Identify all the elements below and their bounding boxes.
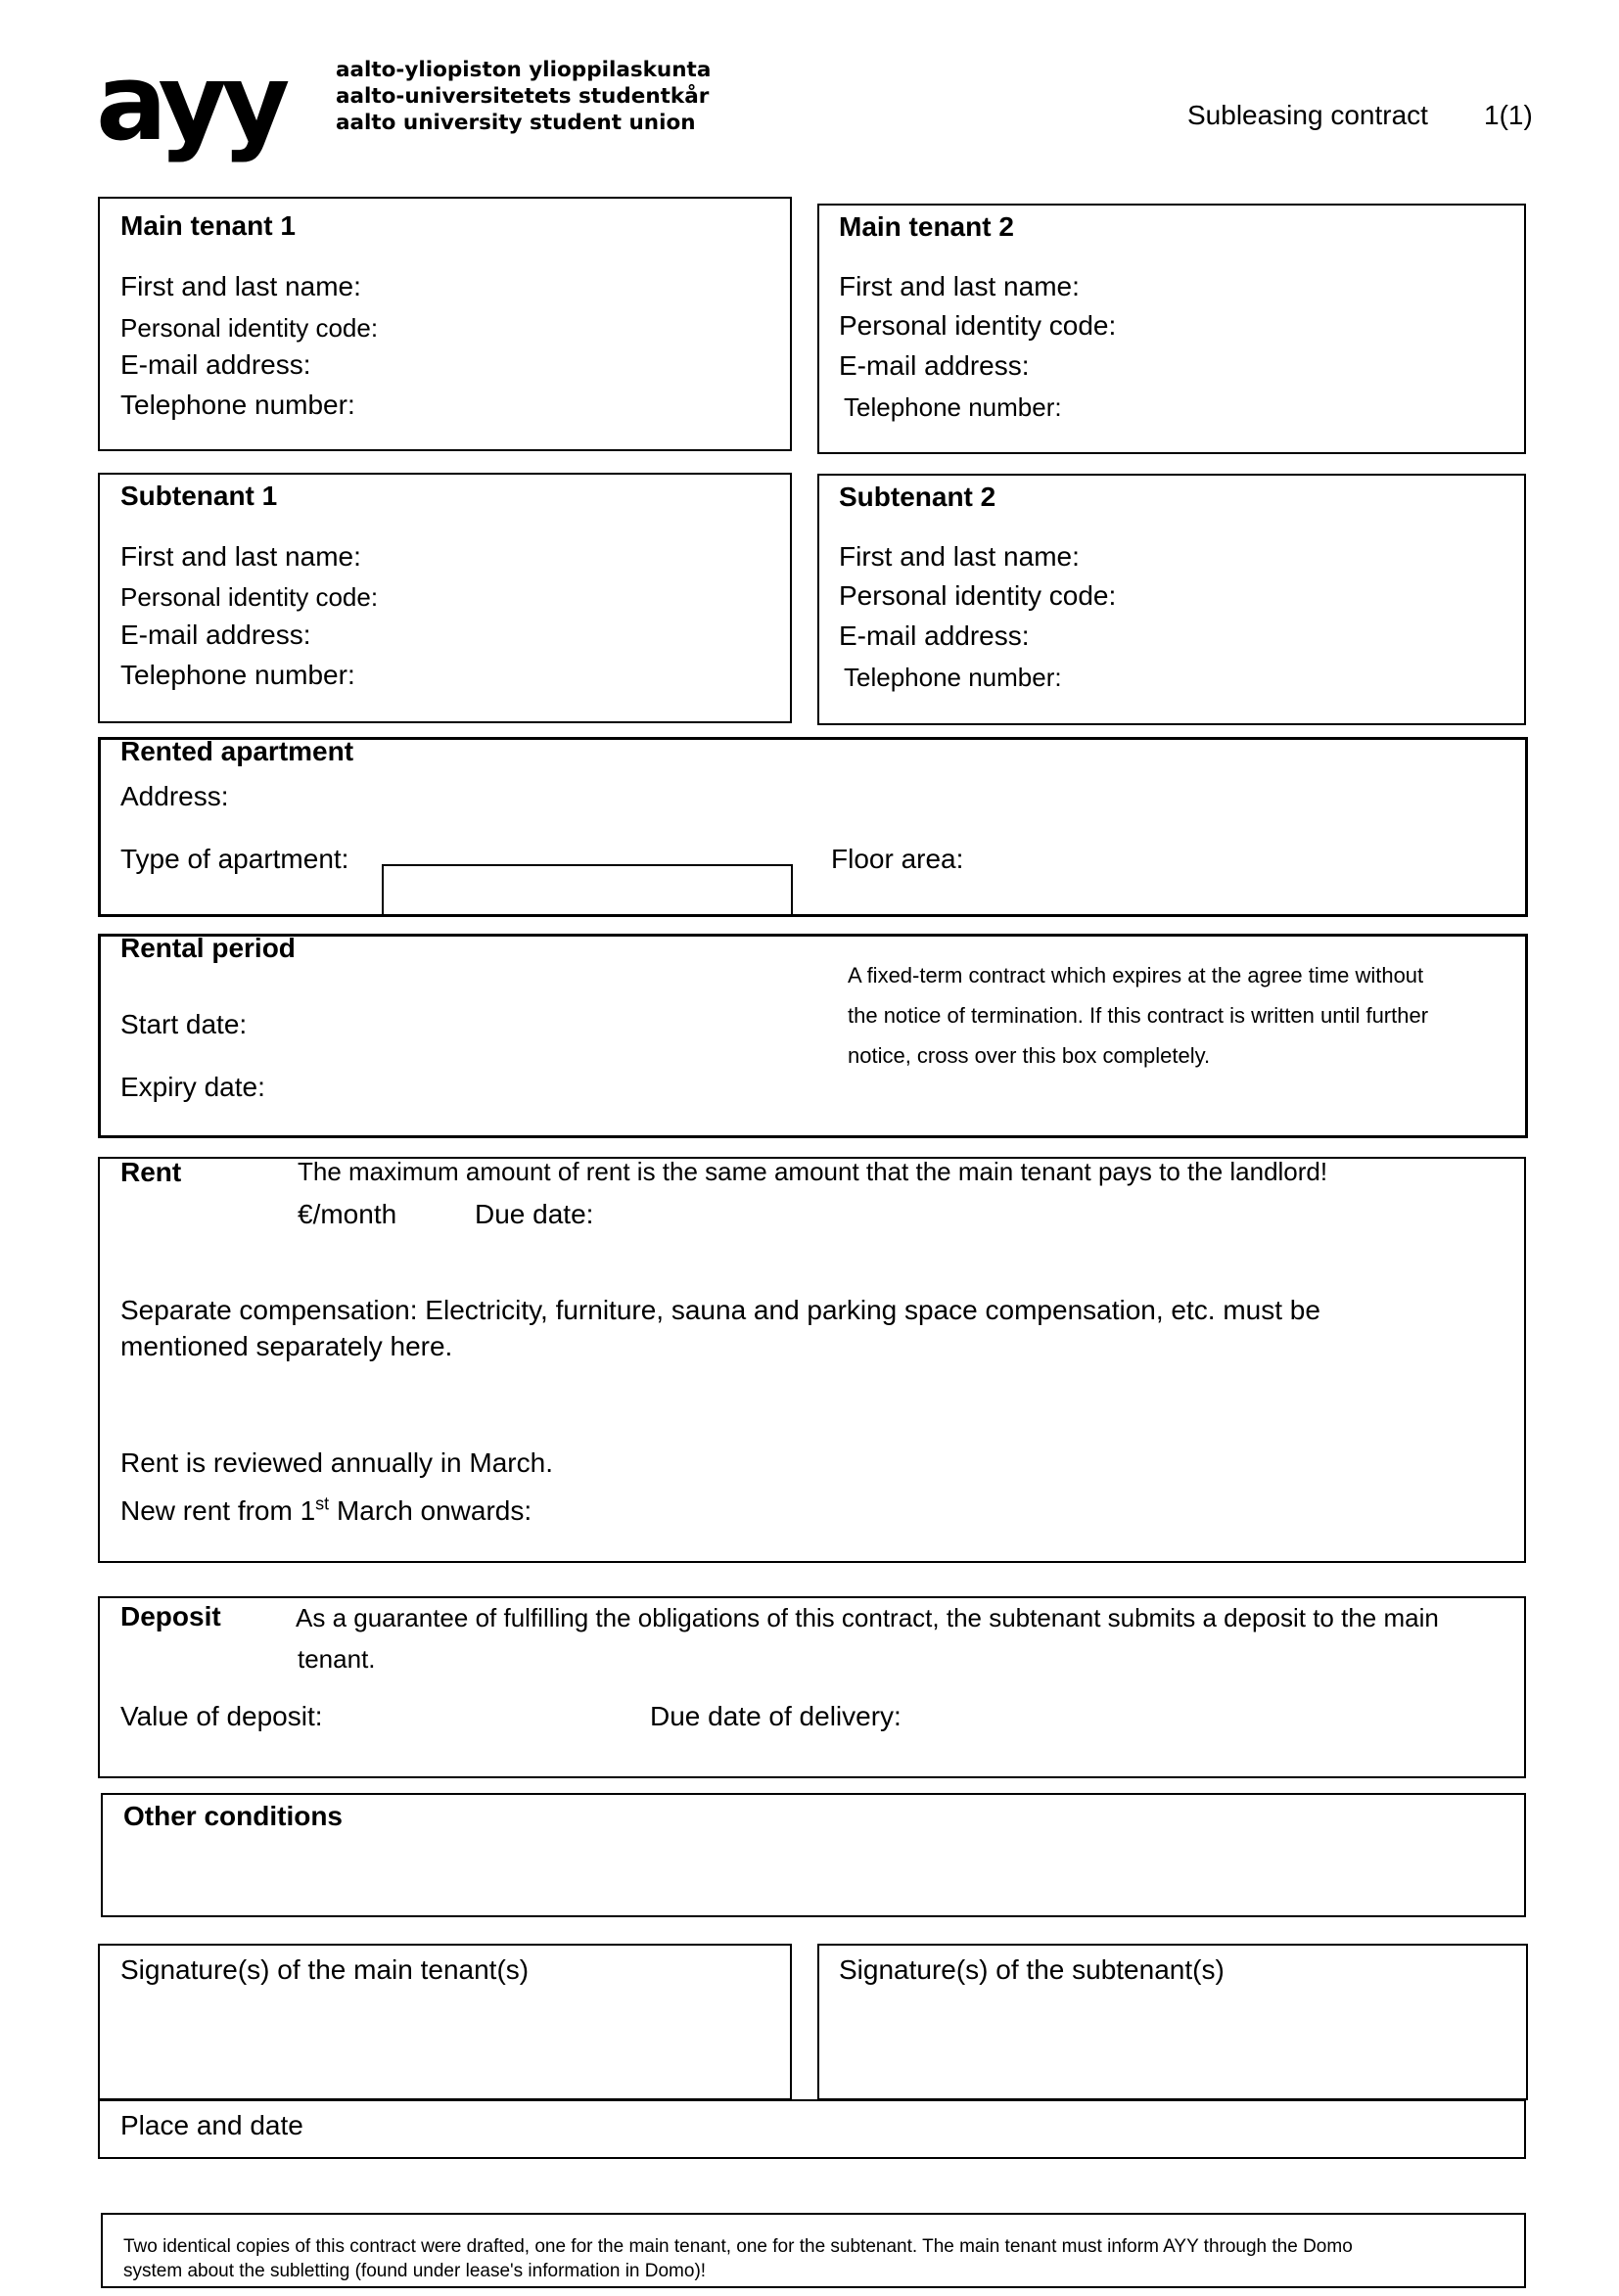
rent-due-date-label[interactable]: Due date: bbox=[475, 1199, 594, 1229]
separate-compensation-line-2: mentioned separately here. bbox=[120, 1331, 453, 1361]
separate-compensation-line-1: Separate compensation: Electricity, furniture, sauna and parking space compensation, etc. must be bbox=[120, 1295, 1320, 1325]
main-tenant-1-title: Main tenant 1 bbox=[120, 210, 296, 241]
main-tenant-2-name-label[interactable]: First and last name: bbox=[839, 271, 1080, 301]
subtenant-2-name-label[interactable]: First and last name: bbox=[839, 541, 1080, 572]
expiry-date-label[interactable]: Expiry date: bbox=[120, 1072, 265, 1102]
org-name-block bbox=[336, 57, 711, 136]
main-tenant-1-name-label[interactable]: First and last name: bbox=[120, 271, 361, 301]
apartment-type-label: Type of apartment: bbox=[120, 844, 349, 874]
subtenant-2-email-label[interactable]: E-mail address: bbox=[839, 620, 1030, 651]
subtenant-1-title: Subtenant 1 bbox=[120, 481, 278, 511]
rent-per-month-label[interactable]: €/month bbox=[298, 1199, 397, 1229]
place-and-date-label: Place and date bbox=[120, 2110, 303, 2140]
subtenant-2-phone-label[interactable]: Telephone number: bbox=[844, 663, 1062, 692]
org-name-sv: aalto-universitetets studentkår bbox=[336, 84, 710, 109]
subtenant-1-phone-label[interactable]: Telephone number: bbox=[120, 660, 355, 690]
main-tenant-2-title: Main tenant 2 bbox=[839, 211, 1014, 242]
fixed-term-note-line-2: the notice of termination. If this contract is written until further bbox=[848, 1003, 1429, 1028]
main-tenant-1-id-label[interactable]: Personal identity code: bbox=[120, 313, 379, 343]
main-tenant-1-phone-label[interactable]: Telephone number: bbox=[120, 390, 355, 420]
subtenant-signature-label: Signature(s) of the subtenant(s) bbox=[839, 1954, 1225, 1985]
footer-note-line-2: system about the subletting (found under lease's information in Domo)! bbox=[123, 2261, 707, 2281]
new-rent-label[interactable]: New rent from 1st March onwards: bbox=[120, 1493, 532, 1526]
deposit-note-line-2: tenant. bbox=[298, 1644, 376, 1674]
subtenant-1-email-label[interactable]: E-mail address: bbox=[120, 620, 311, 650]
subtenant-1-name-label[interactable]: First and last name: bbox=[120, 541, 361, 572]
main-tenant-1-email-label[interactable]: E-mail address: bbox=[120, 349, 311, 380]
main-tenant-2-email-label[interactable]: E-mail address: bbox=[839, 350, 1030, 381]
start-date-label[interactable]: Start date: bbox=[120, 1009, 248, 1039]
apartment-type-field[interactable] bbox=[382, 864, 793, 916]
rented-apartment-title: Rented apartment bbox=[120, 736, 354, 766]
address-label[interactable]: Address: bbox=[120, 781, 229, 811]
org-name-fi: aalto-yliopiston ylioppilaskunta bbox=[336, 58, 712, 82]
rent-max-note: The maximum amount of rent is the same amount that the main tenant pays to the landlord! bbox=[298, 1157, 1328, 1186]
subtenant-2-id-label[interactable]: Personal identity code: bbox=[839, 580, 1117, 611]
floor-area-label[interactable]: Floor area: bbox=[831, 844, 964, 874]
rental-period-title: Rental period bbox=[120, 933, 296, 963]
document-title: Subleasing contract bbox=[1187, 100, 1428, 130]
rent-review-note: Rent is reviewed annually in March. bbox=[120, 1447, 553, 1478]
deposit-title: Deposit bbox=[120, 1601, 221, 1631]
main-tenant-signature-label: Signature(s) of the main tenant(s) bbox=[120, 1954, 530, 1985]
other-conditions-title: Other conditions bbox=[123, 1801, 343, 1831]
place-and-date-box[interactable] bbox=[98, 2099, 1526, 2159]
ayy-logo: ayy bbox=[96, 42, 285, 164]
deposit-due-date-label[interactable]: Due date of delivery: bbox=[650, 1701, 902, 1731]
deposit-note-line-1: As a guarantee of fulfilling the obligations of this contract, the subtenant submits a deposit to the main bbox=[296, 1603, 1439, 1632]
fixed-term-note-line-3: notice, cross over this box completely. bbox=[848, 1043, 1211, 1068]
main-tenant-2-phone-label[interactable]: Telephone number: bbox=[844, 392, 1062, 422]
org-name-en: aalto university student union bbox=[336, 111, 696, 135]
subtenant-2-title: Subtenant 2 bbox=[839, 482, 996, 512]
page-number: 1(1) bbox=[1484, 100, 1533, 130]
footer-note-line-1: Two identical copies of this contract were drafted, one for the main tenant, one for the subtenant. The main tenant must inform AYY through the Domo bbox=[123, 2236, 1353, 2257]
fixed-term-note-line-1: A fixed-term contract which expires at the agree time without bbox=[848, 963, 1424, 987]
rent-title: Rent bbox=[120, 1157, 182, 1187]
subtenant-1-id-label[interactable]: Personal identity code: bbox=[120, 582, 379, 612]
main-tenant-2-id-label[interactable]: Personal identity code: bbox=[839, 310, 1117, 341]
deposit-value-label[interactable]: Value of deposit: bbox=[120, 1701, 323, 1731]
